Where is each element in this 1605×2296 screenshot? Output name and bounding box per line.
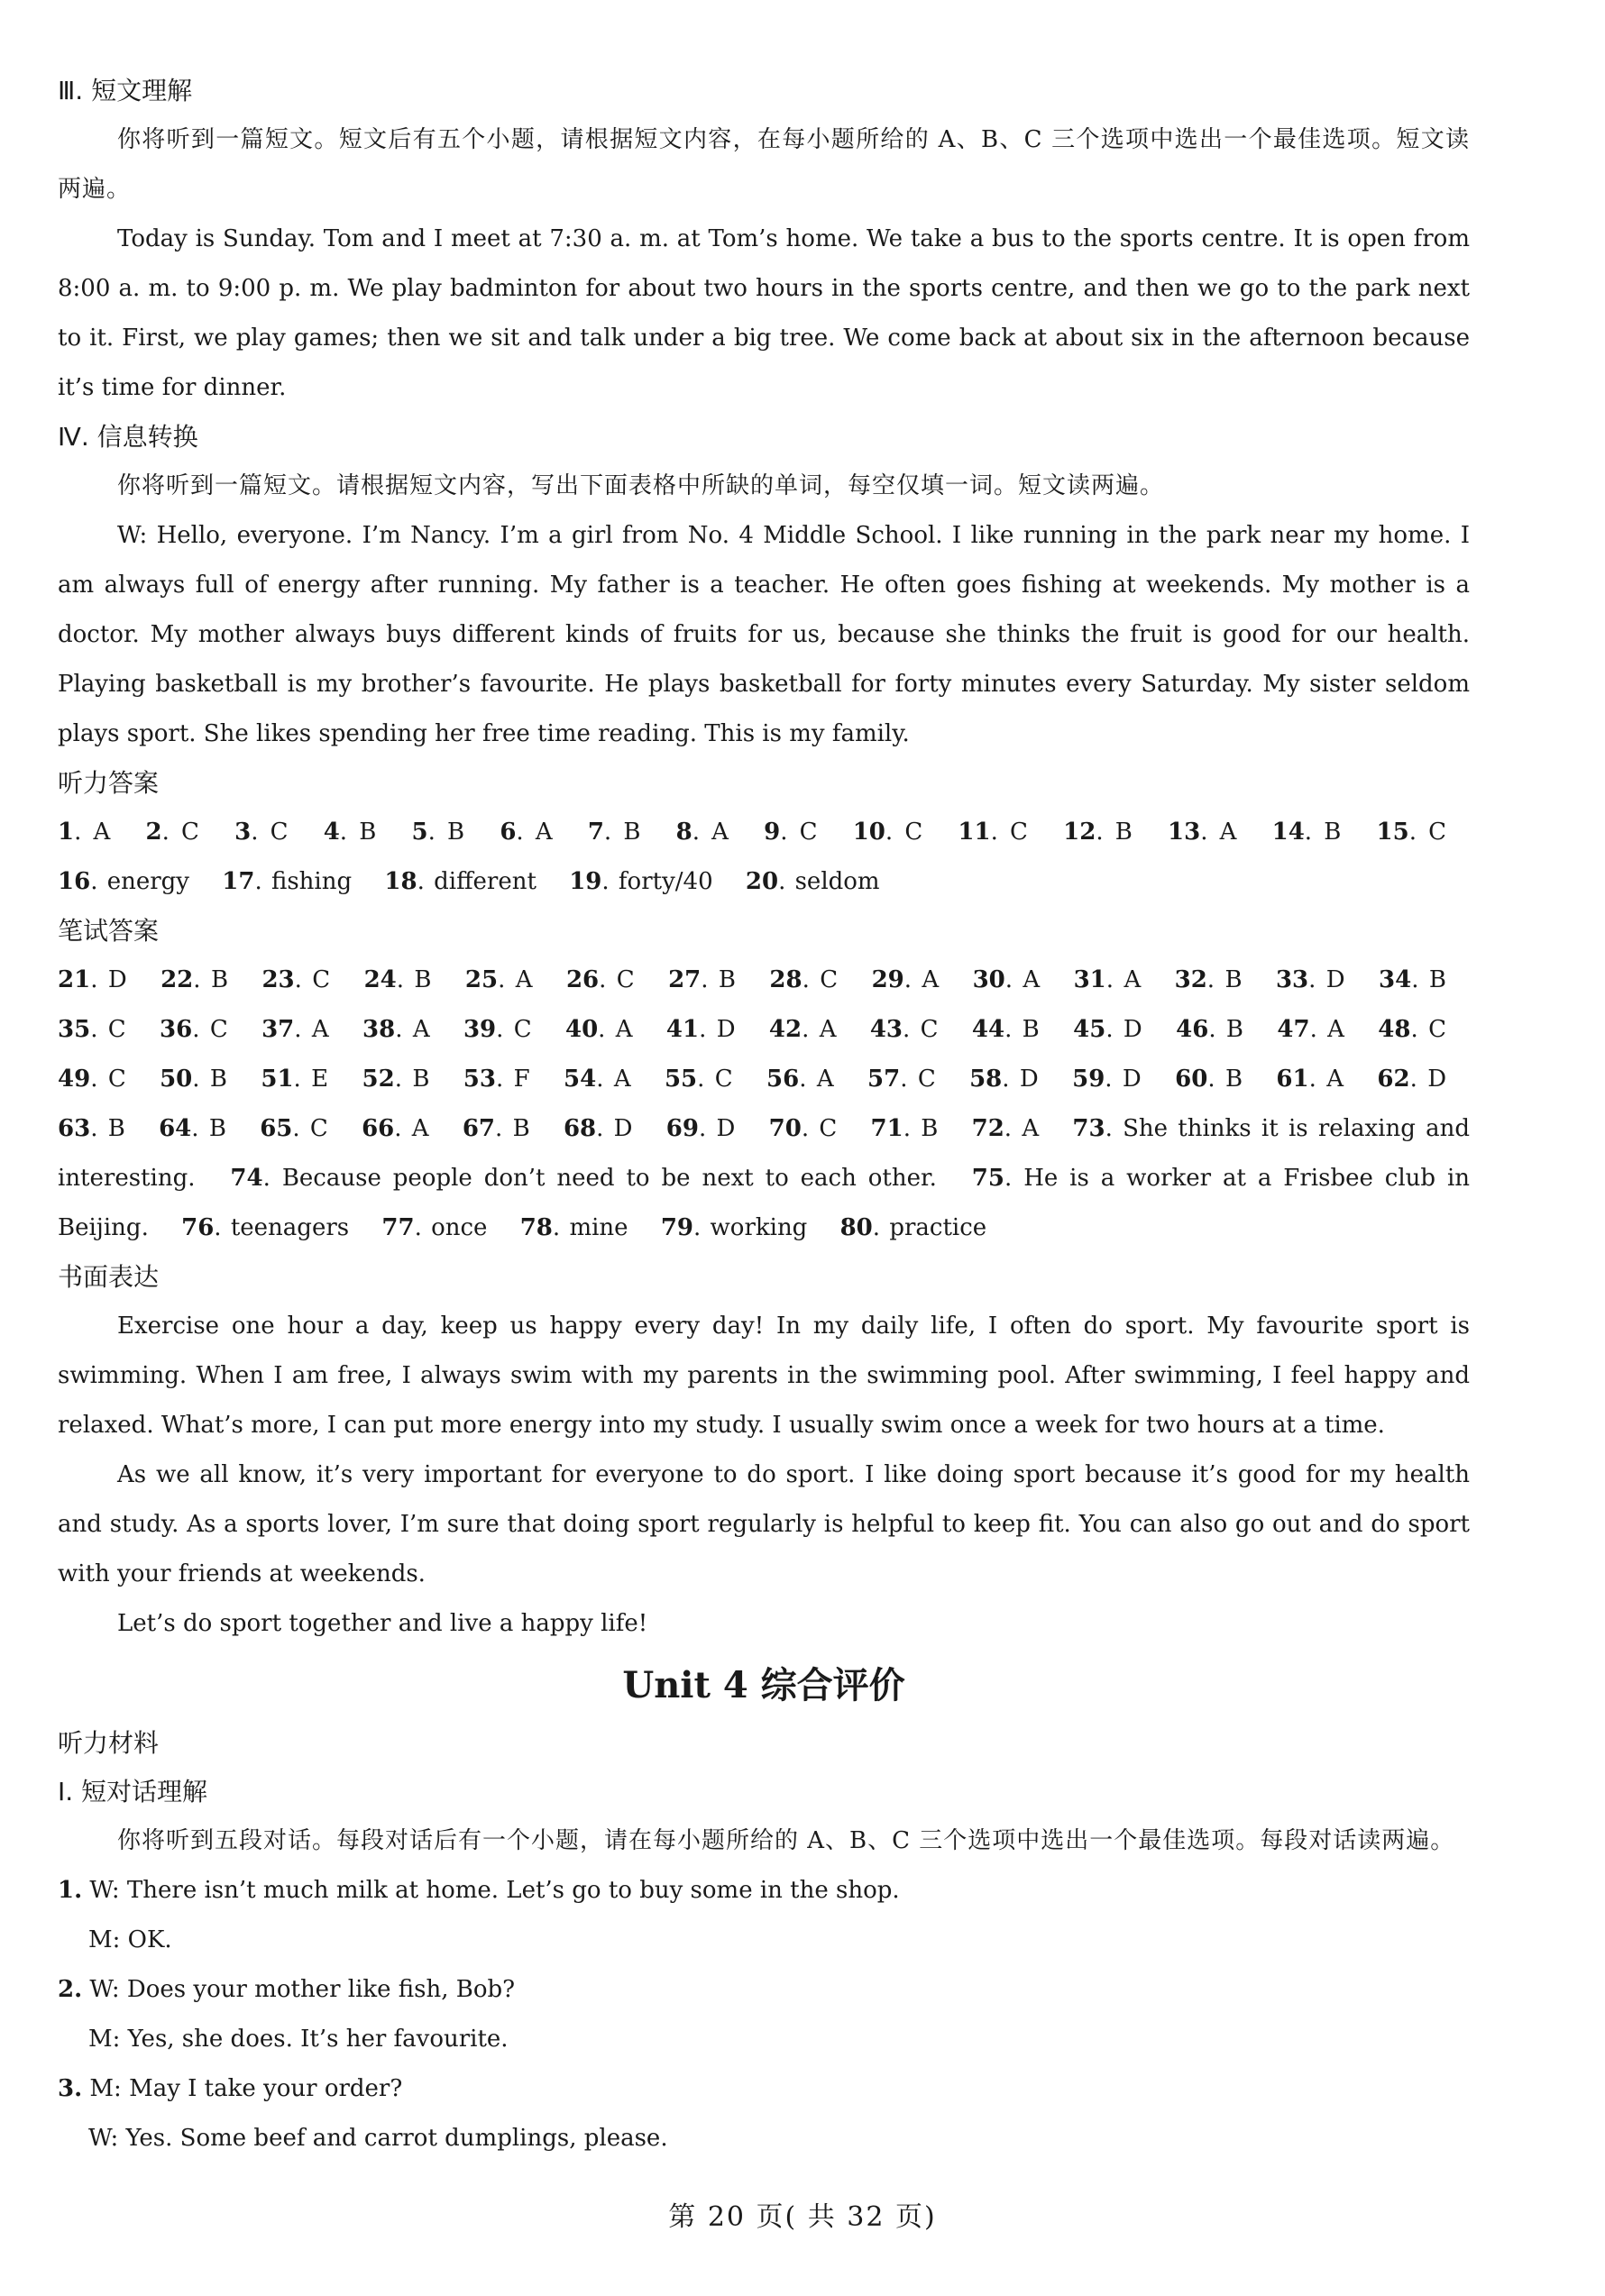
answer-item: 75. He is a worker at a Frisbee club in Beijing.: [58, 1165, 1471, 1241]
answer-text: B: [414, 966, 432, 993]
answer-number: 24: [363, 966, 397, 993]
answer-text: B: [1324, 819, 1342, 846]
answer-text: A: [1022, 1115, 1040, 1142]
listening-answers-list: [58, 808, 1470, 907]
answer-text: B: [210, 966, 229, 993]
answer-item: 60. B: [1175, 1066, 1243, 1093]
answer-text: A: [819, 1016, 837, 1043]
answer-number: 73: [1072, 1115, 1105, 1142]
answer-number: 62: [1377, 1066, 1410, 1093]
answer-number: 58: [969, 1066, 1003, 1093]
answer-number: 20: [745, 868, 779, 895]
answer-item: 73. She thinks it is relaxing and interesting.: [58, 1115, 1471, 1192]
answer-text: E: [311, 1066, 329, 1093]
answer-text: C: [270, 819, 289, 846]
answer-item: 59. D: [1072, 1066, 1142, 1093]
answer-item: 51. E: [261, 1066, 329, 1093]
answer-text: C: [904, 819, 923, 846]
answer-item: 26. C: [565, 966, 635, 993]
answer-item: 25. A: [464, 966, 533, 993]
answer-text: D: [1123, 1016, 1142, 1043]
answer-text: C: [107, 1016, 126, 1043]
dialogue-line: [58, 1965, 1470, 2015]
answer-number: 79: [660, 1214, 693, 1241]
answer-item: 42. A: [768, 1016, 837, 1043]
answer-text: A: [922, 966, 940, 993]
section-4-heading: Ⅳ. 信息转换: [58, 422, 198, 452]
unit-4-section-1-instruction: 你将听到五段对话。每段对话后有一个小题，请在每小题所给的 A、B、C 三个选项中选出一个最佳选项。每段对话读两遍。: [117, 1827, 1455, 1854]
answer-number: 45: [1073, 1016, 1106, 1043]
answer-text: A: [1219, 819, 1237, 846]
answer-number: 46: [1176, 1016, 1209, 1043]
dialogue-number: 3.: [58, 2075, 83, 2102]
answer-text: C: [820, 966, 839, 993]
answer-item: 21. D: [58, 966, 127, 993]
answer-number: 43: [869, 1016, 903, 1043]
answer-item: 69. D: [665, 1115, 736, 1142]
answer-number: 52: [362, 1066, 395, 1093]
answer-text: C: [1428, 1016, 1446, 1043]
dialogue-number: 1.: [58, 1877, 83, 1904]
answer-number: 69: [665, 1115, 699, 1142]
answer-number: 75: [971, 1165, 1004, 1192]
answer-text: B: [1224, 1066, 1243, 1093]
answer-item: 80. practice: [839, 1214, 987, 1241]
dialogue-line: [58, 2064, 1470, 2114]
answer-item: 65. C: [260, 1115, 328, 1142]
answer-text: B: [1022, 1016, 1040, 1043]
answer-number: 31: [1073, 966, 1106, 993]
answer-item: 9. C: [764, 819, 818, 846]
answer-number: 30: [972, 966, 1005, 993]
answer-text: B: [1225, 1016, 1244, 1043]
answer-number: 66: [362, 1115, 395, 1142]
answer-item: 39. C: [463, 1016, 532, 1043]
answer-text: D: [1122, 1066, 1142, 1093]
answer-text: D: [107, 966, 127, 993]
dialogue-text: W: There isn’t much milk at home. Let’s go to buy some in the shop.: [89, 1877, 900, 1904]
answer-text: B: [208, 1115, 226, 1142]
answer-number: 8: [675, 819, 692, 846]
answer-text: B: [412, 1066, 430, 1093]
answer-text: A: [1326, 1066, 1344, 1093]
answer-item: 71. B: [870, 1115, 939, 1142]
answer-item: 55. C: [664, 1066, 733, 1093]
answer-text: C: [1010, 819, 1028, 846]
answer-number: 40: [564, 1016, 599, 1043]
answer-number: 51: [261, 1066, 294, 1093]
section-3-heading: Ⅲ. 短文理解: [58, 76, 193, 105]
answer-number: 25: [464, 966, 499, 993]
answer-number: 26: [565, 966, 600, 993]
answer-text: D: [1325, 966, 1345, 993]
answer-number: 3: [234, 819, 252, 846]
answer-text: C: [181, 819, 199, 846]
answer-number: 77: [381, 1214, 415, 1241]
answer-item: 57. C: [867, 1066, 936, 1093]
answer-item: 10. C: [852, 819, 923, 846]
answer-item: 5. B: [411, 819, 465, 846]
answer-text: C: [107, 1066, 126, 1093]
answer-text: A: [816, 1066, 834, 1093]
writing-paragraph: Let’s do sport together and live a happy life!: [117, 1610, 648, 1637]
answer-text: A: [1327, 1016, 1344, 1043]
answer-item: 53. F: [463, 1066, 530, 1093]
answer-item: 28. C: [769, 966, 839, 993]
answer-item: 20. seldom: [745, 868, 880, 895]
answer-number: 54: [564, 1066, 597, 1093]
answer-text: A: [1023, 966, 1041, 993]
answer-item: 78. mine: [519, 1214, 628, 1241]
written-answers-heading: 笔试答案: [58, 916, 160, 946]
section-3-passage: Today is Sunday. Tom and I meet at 7:30 a. m. at Tom’s home. We take a bus to the sports centre. It is open from 8:00 a. m. to 9:00 p. m. We play badminton for about two hours in the sports centre, and then we go to the park next to it. First, we play games; then we sit and talk under a big tree. We come back at about six in the afternoon because it’s time for dinner.: [58, 225, 1470, 401]
answer-item: 44. B: [971, 1016, 1040, 1043]
answer-text: B: [107, 1115, 125, 1142]
answer-item: 18. different: [384, 868, 537, 895]
answer-number: 22: [160, 966, 194, 993]
answer-text: B: [512, 1115, 530, 1142]
answer-text: C: [714, 1066, 733, 1093]
answer-item: 37. A: [261, 1016, 329, 1043]
answer-text: C: [1428, 819, 1447, 846]
answer-text: D: [716, 1115, 736, 1142]
answer-text: Because people don’t need to be next to each other.: [281, 1165, 937, 1192]
answer-item: 49. C: [58, 1066, 126, 1093]
dialogue-reply: M: OK.: [88, 1926, 172, 1953]
answer-number: 49: [58, 1066, 91, 1093]
answer-item: 1. A: [58, 819, 111, 846]
answer-item: 3. C: [234, 819, 289, 846]
answer-number: 2: [145, 819, 162, 846]
answer-item: 36. C: [160, 1016, 228, 1043]
answer-item: 74. Because people don’t need to be next to each other.: [230, 1165, 937, 1192]
answer-number: 59: [1072, 1066, 1105, 1093]
writing-paragraph: As we all know, it’s very important for everyone to do sport. I like doing sport because it’s good for my health and study. As a sports lover, I’m sure that doing sport regularly is helpful to keep fit. You can also go out and do sport with your friends at weekends.: [58, 1461, 1470, 1587]
answer-item: 8. A: [675, 819, 729, 846]
page-footer: 第 20 页( 共 32 页): [668, 2201, 937, 2233]
unit-4-title: Unit 4 综合评价: [622, 1664, 905, 1706]
answer-text: A: [412, 1016, 430, 1043]
section-4-passage: W: Hello, everyone. I’m Nancy. I’m a girl from No. 4 Middle School. I like running in the park near my home. I am always full of energy after running. My father is a teacher. He often goes fishing at weekends. My mother is a doctor. My mother always buys different kinds of fruits for us, because she thinks the fruit is good for our health. Playing basketball is my brother’s favourite. He plays basketball for forty minutes every Saturday. My sister seldom plays sport. She likes spending her free time reading. This is my family.: [58, 522, 1470, 747]
answer-number: 10: [852, 819, 885, 846]
answer-number: 57: [867, 1066, 901, 1093]
answer-number: 36: [160, 1016, 193, 1043]
answer-item: 32. B: [1174, 966, 1243, 993]
answer-item: 30. A: [972, 966, 1041, 993]
answer-text: F: [513, 1066, 530, 1093]
answer-number: 15: [1376, 819, 1409, 846]
answer-item: 64. B: [159, 1115, 226, 1142]
answer-text: C: [513, 1016, 532, 1043]
answer-item: 17. fishing: [222, 868, 353, 895]
answer-number: 78: [519, 1214, 553, 1241]
answer-item: 13. A: [1168, 819, 1237, 846]
answer-text: B: [209, 1066, 227, 1093]
answer-item: 6. A: [500, 819, 553, 846]
answer-text: C: [920, 1016, 939, 1043]
answer-number: 23: [261, 966, 295, 993]
answer-number: 70: [768, 1115, 802, 1142]
answer-text: A: [1124, 966, 1142, 993]
answer-text: B: [359, 819, 377, 846]
answer-text: C: [616, 966, 635, 993]
answer-item: 27. B: [668, 966, 737, 993]
answer-number: 41: [665, 1016, 700, 1043]
answer-text: A: [615, 1016, 633, 1043]
answer-text: D: [1019, 1066, 1039, 1093]
written-answers-list: [58, 956, 1470, 1253]
answer-number: 55: [664, 1066, 698, 1093]
answer-number: 29: [871, 966, 904, 993]
writing-heading: 书面表达: [58, 1262, 160, 1292]
answer-number: 7: [587, 819, 604, 846]
answer-item: 66. A: [362, 1115, 429, 1142]
answer-text: A: [711, 819, 729, 846]
answer-number: 33: [1275, 966, 1309, 993]
answer-text: She thinks it is relaxing and interesting.: [58, 1115, 1471, 1192]
answer-item: 50. B: [160, 1066, 227, 1093]
answer-item: 24. B: [363, 966, 432, 993]
answer-item: 47. A: [1277, 1016, 1344, 1043]
answer-number: 19: [569, 868, 602, 895]
answer-item: 41. D: [665, 1016, 736, 1043]
answer-item: 22. B: [160, 966, 229, 993]
answer-item: 4. B: [323, 819, 377, 846]
answer-item: 23. C: [261, 966, 331, 993]
section-3-instruction: 你将听到一篇短文。短文后有五个小题，请根据短文内容，在每小题所给的 A、B、C 三个选项中选出一个最佳选项。短文读两遍。: [58, 126, 1470, 203]
answer-item: 61. A: [1276, 1066, 1344, 1093]
answer-text: B: [623, 819, 641, 846]
answer-item: 62. D: [1377, 1066, 1447, 1093]
answer-text: C: [312, 966, 331, 993]
answer-number: 65: [260, 1115, 293, 1142]
answer-text: mine: [569, 1214, 628, 1241]
answer-item: 16. energy: [58, 868, 189, 895]
answer-number: 14: [1271, 819, 1305, 846]
answer-item: 34. B: [1379, 966, 1446, 993]
answer-item: 45. D: [1073, 1016, 1142, 1043]
answer-text: energy: [106, 868, 189, 895]
answer-text: working: [710, 1214, 808, 1241]
answer-number: 48: [1378, 1016, 1411, 1043]
answer-number: 63: [58, 1115, 91, 1142]
answer-number: 4: [323, 819, 340, 846]
answer-number: 11: [958, 819, 991, 846]
answer-text: C: [209, 1016, 228, 1043]
dialogue-reply: M: Yes, she does. It’s her favourite.: [88, 2026, 509, 2053]
answer-item: 7. B: [587, 819, 641, 846]
answer-text: forty/40: [618, 868, 713, 895]
answer-text: B: [1224, 966, 1243, 993]
answer-item: 72. A: [971, 1115, 1040, 1142]
answer-text: C: [917, 1066, 936, 1093]
answer-item: 14. B: [1271, 819, 1342, 846]
answer-item: 43. C: [869, 1016, 939, 1043]
answer-text: C: [309, 1115, 328, 1142]
answer-text: once: [431, 1214, 488, 1241]
answer-number: 35: [58, 1016, 91, 1043]
answer-number: 18: [384, 868, 417, 895]
answer-number: 17: [222, 868, 255, 895]
answer-item: 56. A: [766, 1066, 834, 1093]
answer-item: 33. D: [1275, 966, 1345, 993]
answer-text: fishing: [271, 868, 353, 895]
answer-number: 12: [1063, 819, 1096, 846]
answer-number: 16: [58, 868, 91, 895]
answer-number: 80: [839, 1214, 873, 1241]
answer-item: 79. working: [660, 1214, 808, 1241]
answer-text: D: [613, 1115, 633, 1142]
answer-text: A: [93, 819, 111, 846]
answer-item: 38. A: [362, 1016, 430, 1043]
answer-text: teenagers: [230, 1214, 350, 1241]
answer-number: 1: [58, 819, 75, 846]
answer-item: 40. A: [564, 1016, 633, 1043]
answer-number: 67: [462, 1115, 496, 1142]
answer-item: 76. teenagers: [181, 1214, 350, 1241]
answer-text: A: [411, 1115, 429, 1142]
answer-item: 11. C: [958, 819, 1028, 846]
answer-number: 72: [971, 1115, 1004, 1142]
answer-item: 15. C: [1376, 819, 1447, 846]
answer-number: 27: [668, 966, 702, 993]
answer-item: 58. D: [969, 1066, 1039, 1093]
answer-number: 5: [411, 819, 428, 846]
dialogue-text: W: Does your mother like fish, Bob?: [89, 1976, 516, 2003]
answer-number: 53: [463, 1066, 496, 1093]
answer-text: D: [1427, 1066, 1447, 1093]
answer-number: 71: [870, 1115, 903, 1142]
answer-number: 60: [1175, 1066, 1208, 1093]
answer-number: 76: [181, 1214, 215, 1241]
answer-text: B: [1428, 966, 1446, 993]
answer-number: 32: [1174, 966, 1207, 993]
answer-number: 56: [766, 1066, 800, 1093]
answer-item: 54. A: [564, 1066, 631, 1093]
answer-number: 74: [230, 1165, 263, 1192]
answer-item: 12. B: [1063, 819, 1133, 846]
section-4-instruction: 你将听到一篇短文。请根据短文内容，写出下面表格中所缺的单词，每空仅填一词。短文读两遍。: [117, 472, 1165, 499]
answer-item: 63. B: [58, 1115, 125, 1142]
answer-item: 29. A: [871, 966, 940, 993]
answer-item: 67. B: [462, 1115, 530, 1142]
listening-materials-heading: 听力材料: [58, 1728, 160, 1758]
answer-text: A: [515, 966, 533, 993]
answer-text: B: [1114, 819, 1133, 846]
answer-text: A: [535, 819, 553, 846]
answer-number: 39: [463, 1016, 497, 1043]
answer-text: seldom: [794, 868, 880, 895]
answer-text: C: [819, 1115, 838, 1142]
answer-item: 77. once: [381, 1214, 488, 1241]
dialogue-number: 2.: [58, 1976, 83, 2003]
answer-number: 28: [769, 966, 802, 993]
answer-number: 64: [159, 1115, 192, 1142]
answer-number: 61: [1276, 1066, 1309, 1093]
answer-text: different: [434, 868, 537, 895]
writing-paragraph: Exercise one hour a day, keep us happy every day! In my daily life, I often do sport. My favourite sport is swimming. When I am free, I always swim with my parents in the swimming pool. After swimming, I feel happy and relaxed. What’s more, I can put more energy into my study. I usually swim once a week for two hours at a time.: [58, 1313, 1470, 1439]
answer-text: B: [447, 819, 465, 846]
answer-item: 31. A: [1073, 966, 1142, 993]
answer-text: practice: [889, 1214, 987, 1241]
unit-4-section-1-heading: Ⅰ. 短对话理解: [58, 1777, 208, 1807]
answer-number: 21: [58, 966, 91, 993]
answer-number: 9: [764, 819, 781, 846]
listening-answers-heading: 听力答案: [58, 768, 160, 798]
answer-text: C: [799, 819, 818, 846]
answer-item: 2. C: [145, 819, 199, 846]
answer-number: 38: [362, 1016, 396, 1043]
answer-text: A: [613, 1066, 631, 1093]
answer-number: 6: [500, 819, 517, 846]
answer-item: 52. B: [362, 1066, 430, 1093]
answer-number: 13: [1168, 819, 1201, 846]
answer-number: 44: [971, 1016, 1005, 1043]
answer-number: 34: [1379, 966, 1412, 993]
answer-item: 70. C: [768, 1115, 838, 1142]
answer-text: B: [921, 1115, 939, 1142]
answer-number: 68: [563, 1115, 597, 1142]
answer-text: He is a worker at a Frisbee club in Beijing.: [58, 1165, 1471, 1241]
answer-text: A: [311, 1016, 329, 1043]
answer-item: 48. C: [1378, 1016, 1446, 1043]
dialogue-reply: W: Yes. Some beef and carrot dumplings, please.: [88, 2125, 668, 2152]
answer-text: B: [718, 966, 737, 993]
answer-number: 42: [768, 1016, 802, 1043]
answer-item: 35. C: [58, 1016, 126, 1043]
dialogue-line: [58, 1866, 1470, 1916]
answer-item: 68. D: [563, 1115, 633, 1142]
answer-number: 37: [261, 1016, 295, 1043]
answer-number: 50: [160, 1066, 193, 1093]
answer-text: D: [716, 1016, 736, 1043]
dialogue-text: M: May I take your order?: [89, 2075, 403, 2102]
answer-number: 47: [1277, 1016, 1310, 1043]
answer-item: 46. B: [1176, 1016, 1244, 1043]
answer-item: 19. forty/40: [569, 868, 713, 895]
